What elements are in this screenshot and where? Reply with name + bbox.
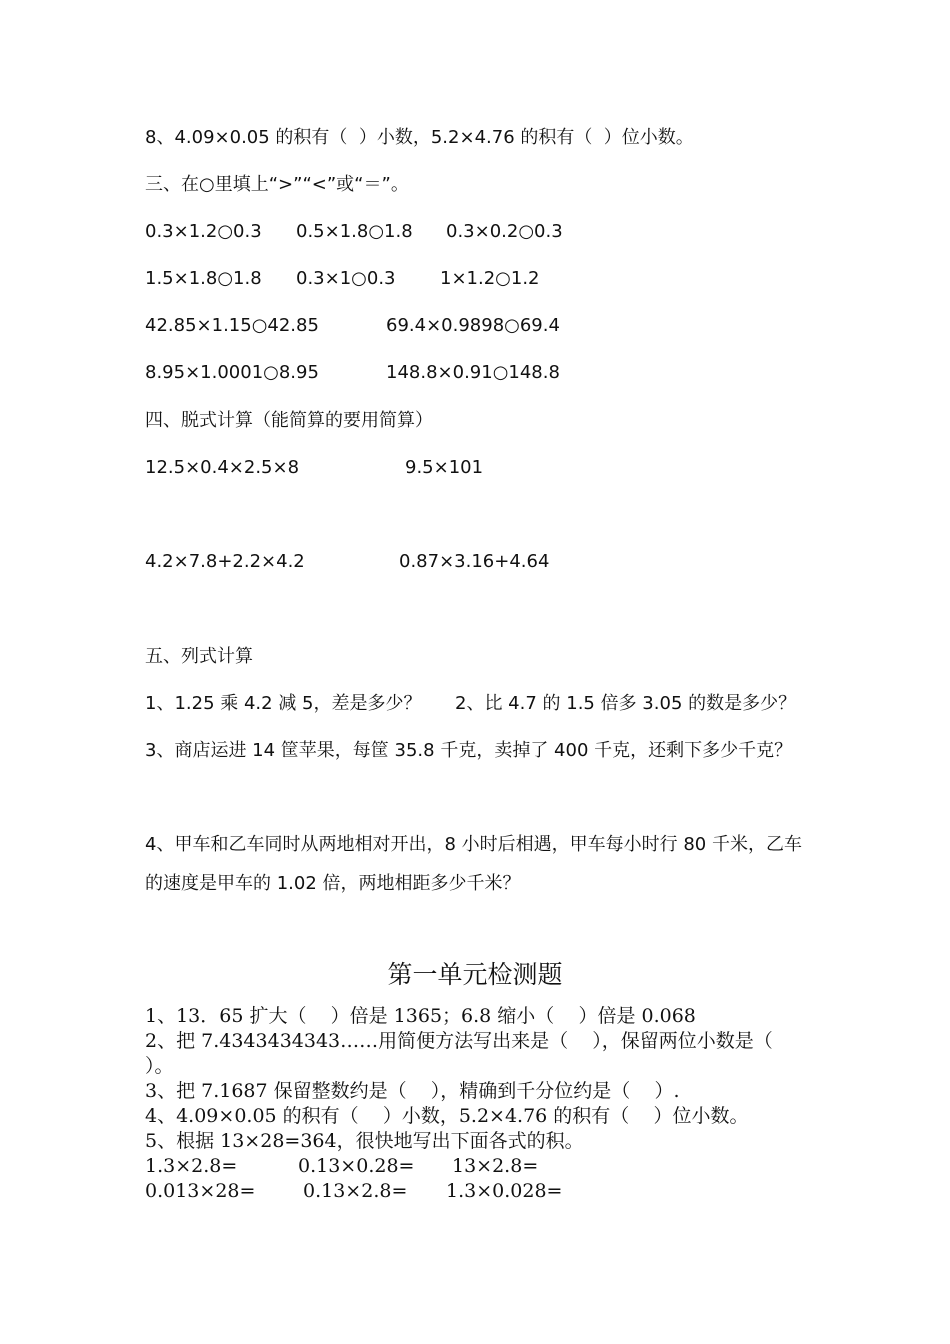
word-problem-1: 1、1.25 乘 4.2 减 5，差是多少？	[145, 693, 422, 714]
compare-item: 1.5×1.8○1.8	[145, 268, 262, 289]
unit-question-5: 5、根据 13×28=364，很快地写出下面各式的积。	[145, 1130, 584, 1152]
unit-test-title: 第一单元检测题	[387, 960, 563, 989]
calc-item: 4.2×7.8+2.2×4.2	[145, 551, 305, 572]
compare-item: 0.3×1.2○0.3	[145, 221, 262, 242]
compare-item: 0.5×1.8○1.8	[296, 221, 413, 242]
section-5-heading: 五、列式计算	[145, 646, 253, 667]
compare-item: 1×1.2○1.2	[440, 268, 540, 289]
section-3-heading: 三、在○里填上“>”“<”或“＝”。	[145, 174, 409, 195]
unit-question-2-line-1: 2、把 7.4343434343……用简便方法写出来是（ ），保留两位小数是（	[145, 1030, 773, 1052]
product-item: 1.3×2.8=	[145, 1155, 238, 1177]
word-problem-4-line-1: 4、甲车和乙车同时从两地相对开出，8 小时后相遇，甲车每小时行 80 千米，乙车	[145, 834, 802, 855]
unit-question-2-line-2: ）。	[145, 1055, 174, 1077]
product-item: 0.13×0.28=	[298, 1155, 415, 1177]
compare-item: 69.4×0.9898○69.4	[386, 315, 560, 336]
compare-item: 42.85×1.15○42.85	[145, 315, 319, 336]
question-8: 8、4.09×0.05 的积有（ ）小数，5.2×4.76 的积有（ ）位小数。	[145, 127, 694, 148]
compare-item: 0.3×0.2○0.3	[446, 221, 563, 242]
unit-question-3: 3、把 7.1687 保留整数约是（ ），精确到千分位约是（ ）.	[145, 1080, 680, 1102]
product-item: 13×2.8=	[452, 1155, 539, 1177]
product-item: 1.3×0.028=	[446, 1180, 563, 1202]
compare-item: 0.3×1○0.3	[296, 268, 396, 289]
unit-question-1: 1、13．65 扩大（ ）倍是 1365；6.8 缩小（ ）倍是 0.068	[145, 1005, 696, 1027]
calc-item: 0.87×3.16+4.64	[399, 551, 550, 572]
compare-item: 148.8×0.91○148.8	[386, 362, 560, 383]
word-problem-2: 2、比 4.7 的 1.5 倍多 3.05 的数是多少？	[455, 693, 797, 714]
product-item: 0.013×28=	[145, 1180, 256, 1202]
unit-question-4: 4、4.09×0.05 的积有（ ）小数，5.2×4.76 的积有（ ）位小数。	[145, 1105, 749, 1127]
word-problem-3: 3、商店运进 14 筐苹果，每筐 35.8 千克，卖掉了 400 千克，还剩下多少千克？	[145, 740, 793, 761]
product-item: 0.13×2.8=	[303, 1180, 408, 1202]
calc-item: 12.5×0.4×2.5×8	[145, 457, 300, 478]
word-problem-4-line-2: 的速度是甲车的 1.02 倍，两地相距多少千米？	[145, 873, 521, 894]
section-4-heading: 四、脱式计算（能简算的要用简算）	[145, 410, 433, 431]
compare-item: 8.95×1.0001○8.95	[145, 362, 319, 383]
calc-item: 9.5×101	[405, 457, 484, 478]
